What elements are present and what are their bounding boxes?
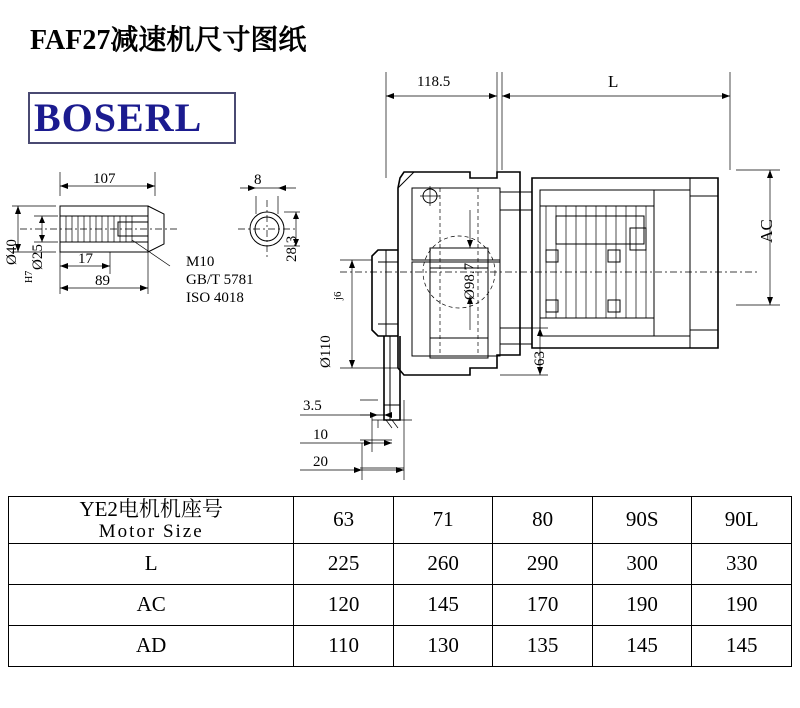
dim-dia-40: Ø40 [4,239,20,265]
table-row-header [9,497,792,544]
dim-63-vertical: 63 [532,351,548,366]
motor-size-4: 90L [692,497,792,544]
thread-label-m10: M10 [186,254,215,270]
cell-AC-1: 145 [393,584,493,625]
cell-L-3: 300 [592,543,692,584]
dim-10: 10 [313,427,328,443]
dim-L: L [608,72,619,91]
dim-17: 17 [78,251,93,267]
cell-AC-3: 190 [592,584,692,625]
motor-size-2: 80 [493,497,593,544]
dim-89: 89 [95,273,110,289]
table-row [9,543,792,584]
motor-spec-table [8,496,792,667]
cell-L-1: 260 [393,543,493,584]
table-row [9,625,792,666]
dim-AC: AC [756,219,776,243]
dim-dia-25-tolerance: H7 [24,270,35,283]
cell-AD-1: 130 [393,625,493,666]
dim-bore-98-7: Ø98.7 [462,262,478,300]
dim-28-3: 28.3 [284,235,300,262]
standard-iso: ISO 4018 [186,290,244,306]
header-motor-size-en: Motor Size [98,521,204,543]
standard-gbt: GB/T 5781 [186,272,254,288]
cell-L-2: 290 [493,543,593,584]
table-row [9,584,792,625]
cell-AD-4: 145 [692,625,792,666]
cell-L-0: 225 [294,543,394,584]
header-motor-size [9,497,294,544]
dim-118-5: 118.5 [417,74,451,90]
motor-size-0: 63 [294,497,394,544]
motor-size-3: 90S [592,497,692,544]
cell-AC-0: 120 [294,584,394,625]
row-label-AD: AD [9,625,294,666]
cell-AC-2: 170 [493,584,593,625]
dim-107: 107 [93,171,116,187]
dim-3-5: 3.5 [303,398,322,414]
dim-8: 8 [254,172,262,188]
dim-flange-tolerance: j6 [332,291,344,300]
cell-L-4: 330 [692,543,792,584]
dim-20: 20 [313,454,328,470]
motor-size-1: 71 [393,497,493,544]
cell-AD-3: 145 [592,625,692,666]
page-title: FAF27减速机尺寸图纸 [30,25,307,56]
dim-dia-25: Ø25 [30,244,46,270]
dim-flange-110: Ø110 [318,335,334,368]
cell-AC-4: 190 [692,584,792,625]
cell-AD-0: 110 [294,625,394,666]
row-label-AC: AC [9,584,294,625]
row-label-L: L [9,543,294,584]
header-motor-size-cn: YE2电机机座号 [79,497,223,521]
cell-AD-2: 135 [493,625,593,666]
logo-text: BOSERL [34,95,203,140]
